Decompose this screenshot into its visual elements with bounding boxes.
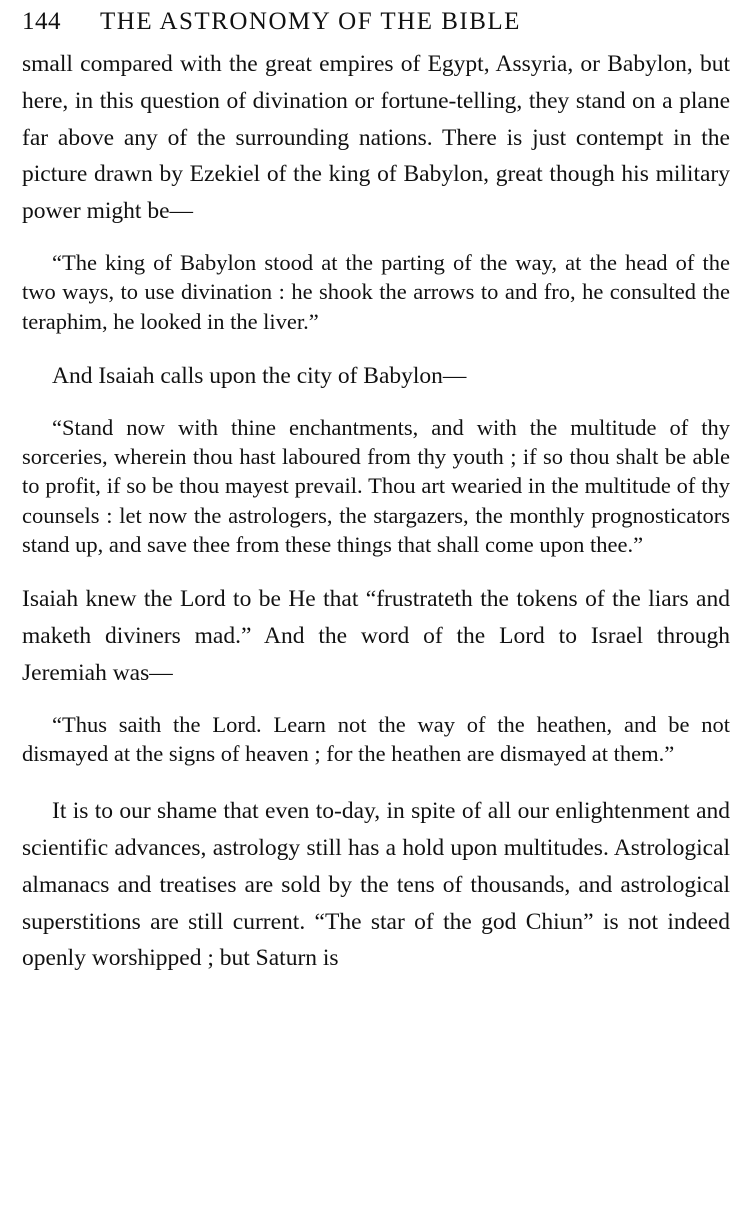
quote-ezekiel: “The king of Babylon stood at the parting of the way, at the head of the two ways, to use divination : he shook the arrows to and fro, he consulted the teraphim, he looked in the liver.” xyxy=(22,249,730,334)
running-title: THE ASTRONOMY OF THE BIBLE xyxy=(100,8,521,35)
quote-jeremiah: “Thus saith the Lord. Learn not the way of the heathen, and be not dismayed at the signs of heaven ; for the heathen are dismayed at them.” xyxy=(22,711,730,766)
paragraph-astrology-today: It is to our shame that even to-day, in spite of all our enlightenment and scientific advances, astrology still has a hold upon multitudes. Astrological almanacs and treatises are sold by the tens of thousands, and astrological superstitions are still current. “The star of the god Chiun” is not indeed openly worshipped ; but Saturn is xyxy=(22,798,730,972)
book-page xyxy=(22,8,730,977)
page-number: 144 xyxy=(22,8,61,35)
paragraph-divination: small compared with the great empires of Egypt, Assyria, or Babylon, but here, in this question of divination or fortune-telling, they stand on a plane far above any of the surrounding nations. There is just contempt in the picture drawn by Ezekiel of the king of Babylon, great though his military power might be— xyxy=(22,51,730,225)
page-header xyxy=(22,8,730,46)
paragraph-isaiah-intro: And Isaiah calls upon the city of Babylon— xyxy=(52,362,467,389)
paragraph-isaiah-jeremiah: Isaiah knew the Lord to be He that “frustrateth the tokens of the liars and maketh diviners mad.” And the word of the Lord to Israel through Jeremiah was— xyxy=(22,586,730,686)
quote-isaiah: “Stand now with thine enchantments, and with the multitude of thy sorceries, wherein thou hast laboured from thy youth ; if so thou shalt be able to profit, if so be thou mayest prevail. Thou art wearied in the multitude of thy counsels : let now the astrologers, the stargazers, the monthly prognosticators stand up, and save thee from these things that shall come upon thee.” xyxy=(22,414,730,557)
